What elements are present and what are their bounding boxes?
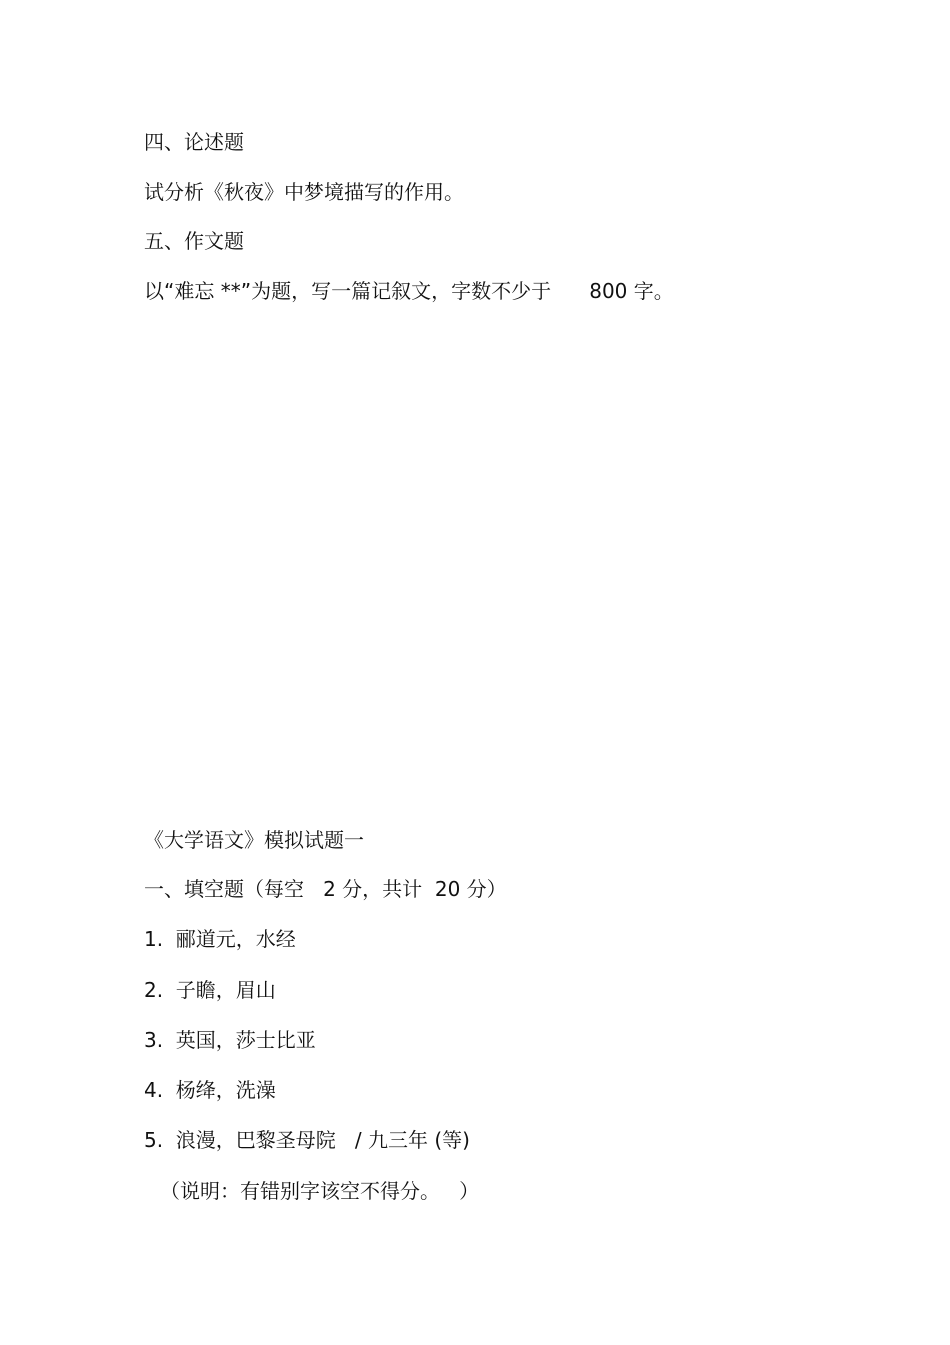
section-5-question: 以“难忘 **”为题，写一篇记叙文，字数不少于 800 字。 xyxy=(144,279,674,303)
section-5-heading: 五、作文题 xyxy=(144,229,244,253)
section-4-heading: 四、论述题 xyxy=(144,130,244,154)
answer-item-3: 3. 英国，莎士比亚 xyxy=(144,1028,316,1052)
document-title: 《大学语文》模拟试题一 xyxy=(144,828,364,852)
answer-item-4: 4. 杨绛，洗澡 xyxy=(144,1078,276,1102)
part-1-heading: 一、填空题（每空 2 分，共计 20 分） xyxy=(144,877,507,901)
answer-item-5: 5. 浪漫，巴黎圣母院 / 九三年 (等) xyxy=(144,1128,470,1152)
answer-item-2: 2. 子瞻，眉山 xyxy=(144,978,276,1002)
answer-item-1: 1. 郦道元，水经 xyxy=(144,927,296,951)
grading-note: （说明：有错别字该空不得分。 ） xyxy=(160,1179,480,1203)
section-4-question: 试分析《秋夜》中梦境描写的作用。 xyxy=(144,180,464,204)
